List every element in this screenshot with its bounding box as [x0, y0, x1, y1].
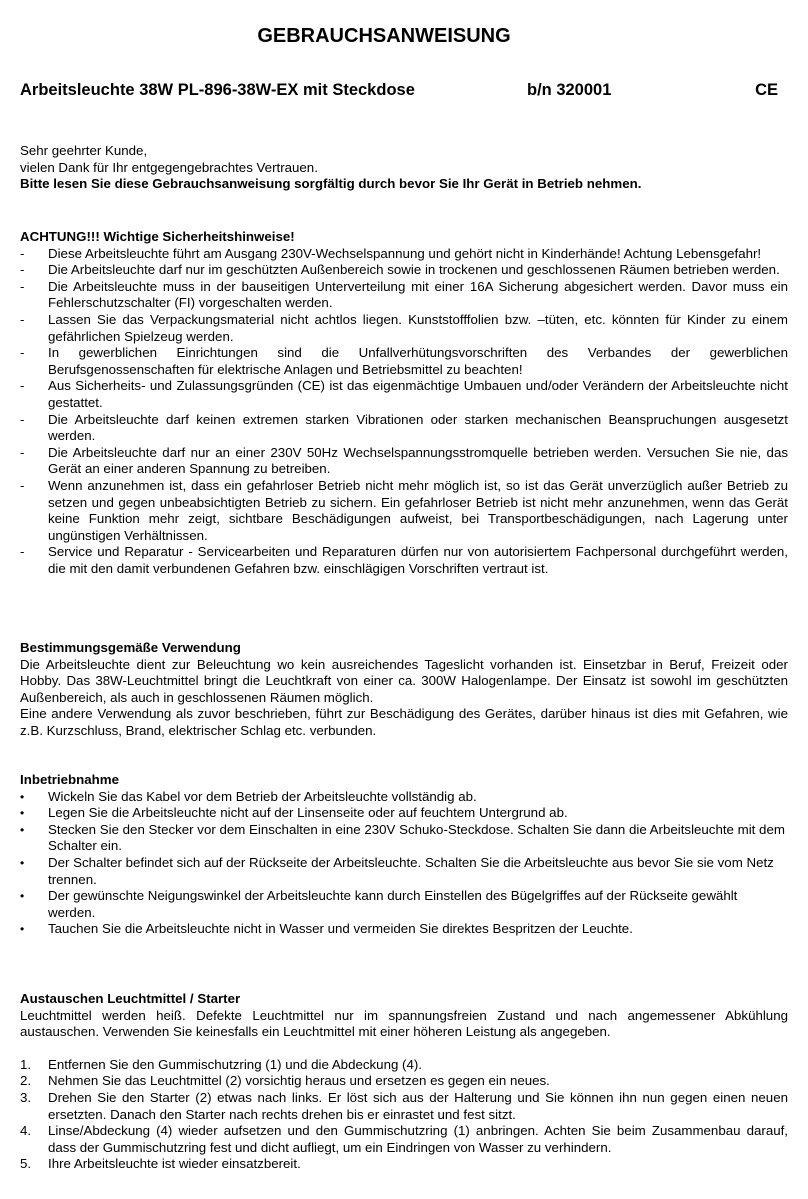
spacer [20, 1041, 788, 1057]
safety-item [20, 378, 788, 411]
startup-item-text: Tauchen Sie die Arbeitsleuchte nicht in Wasser und vermeiden Sie direktes Bespritzen der Leuchte. [48, 921, 633, 937]
document-title: GEBRAUCHSANWEISUNG [257, 25, 511, 47]
replace-heading: Austauschen Leuchtmittel / Starter [20, 991, 241, 1006]
dash-marker: - [20, 378, 25, 394]
bullet-icon: • [20, 806, 25, 821]
replace-step [20, 1156, 788, 1173]
startup-section [20, 772, 788, 938]
greeting-salutation: Sehr geehrter Kunde, [20, 143, 148, 158]
startup-item [20, 888, 788, 921]
step-text: Linse/Abdeckung (4) wieder aufsetzen und den Gummischutzring (1) anbringen. Achten Sie beim Zusammenbau darauf, dass der Gummischutzring fest und dicht aufliegt, um ein Eindringen von Wasser zu verhindern. [48, 1123, 788, 1155]
step-number: 4. [20, 1123, 32, 1139]
startup-item-text: Wickeln Sie das Kabel vor dem Betrieb der Arbeitsleuchte vollständig ab. [48, 788, 477, 804]
dash-marker: - [20, 477, 25, 493]
replace-step [20, 1073, 788, 1090]
safety-item-text: Die Arbeitsleuchte darf keinen extremen starken Vibrationen oder starken mechanischen Beanspruchungen ausgesetzt werden. [48, 411, 788, 444]
usage-warning-paragraph: Eine andere Verwendung als zuvor beschrieben, führt zur Beschädigung des Gerätes, darüber hinaus ist dies mit Gefahren, wie z.B. Kurzschluss, Brand, elektrischer Schlag etc. verbunden. [20, 706, 788, 738]
product-header [20, 80, 788, 102]
safety-item-text: Lassen Sie das Verpackungsmaterial nicht achtlos liegen. Kunststofffolien bzw. –tüten, etc. könnten für Kinder zu einem gefährlichen Spielzeug werden. [48, 311, 788, 344]
greeting-thanks: vielen Dank für Ihr entgegengebrachtes Vertrauen. [20, 159, 318, 175]
step-number: 2. [20, 1073, 32, 1089]
safety-item-text: Diese Arbeitsleuchte führt am Ausgang 230V-Wechselspannung und gehört nicht in Kinderhände! Achtung Lebensgefahr! [48, 245, 762, 261]
safety-list [20, 246, 788, 578]
dash-marker: - [20, 411, 25, 427]
bullet-icon: • [20, 922, 25, 937]
safety-item-text: Die Arbeitsleuchte darf nur im geschützten Außenbereich sowie in trockenen und geschlossenen Räumen betrieben werden. [48, 262, 780, 278]
safety-item [20, 262, 788, 279]
replace-steps [20, 1057, 788, 1173]
step-text: Ihre Arbeitsleuchte ist wieder einsatzbereit. [48, 1156, 301, 1172]
step-text: Entfernen Sie den Gummischutzring (1) und die Abdeckung (4). [48, 1056, 422, 1072]
usage-paragraph: Die Arbeitsleuchte dient zur Beleuchtung wo kein ausreichendes Tageslicht vorhanden ist. Einsetzbar in Beruf, Freizeit oder Hobby. Das 38W-Leuchtmittel bringt die Leuchtkraft von einer ca. 300W Halogenlampe. Der Einsatz ist sowohl im geschützten Außenbereich, als auch in geschlossenen Räumen möglich. [20, 656, 788, 705]
safety-item [20, 478, 788, 544]
replace-step [20, 1090, 788, 1123]
bullet-icon: • [20, 789, 25, 804]
product-name: Arbeitsleuchte 38W PL-896-38W-EX mit Steckdose [20, 81, 415, 99]
safety-item [20, 445, 788, 478]
step-number: 1. [20, 1056, 32, 1072]
startup-heading: Inbetriebnahme [20, 772, 120, 787]
dash-marker: - [20, 444, 25, 460]
startup-list [20, 789, 788, 938]
dash-marker: - [20, 245, 25, 261]
dash-marker: - [20, 544, 25, 560]
safety-section [20, 229, 788, 577]
startup-item-text: Stecken Sie den Stecker vor dem Einschalten in eine 230V Schuko-Steckdose. Schalten Sie dann die Arbeitsleuchte mit dem Schalter ein. [48, 821, 785, 854]
step-text: Drehen Sie den Starter (2) etwas nach links. Er löst sich aus der Halterung und Sie können ihn nun gegen einen neuen ersetzten. Danach den Starter nach rechts drehen bis er einrastet und fest sitzt. [48, 1089, 788, 1122]
safety-item-text: Die Arbeitsleuchte muss in der bauseitigen Unterverteilung mit einer 16A Sicherung abgesichert werden. Davor muss ein Fehlerschutzschalter (FI) vorgeschalten werden. [48, 278, 788, 311]
greeting-instruction: Bitte lesen Sie diese Gebrauchsanweisung sorgfältig durch bevor Sie Ihr Gerät in Betrieb nehmen. [20, 176, 642, 192]
usage-section [20, 640, 788, 740]
startup-item-text: Der Schalter befindet sich auf der Rückseite der Arbeitsleuchte. Schalten Sie die Arbeitsleuchte aus bevor Sie sie vom Netz trennen. [48, 854, 774, 887]
step-text: Nehmen Sie das Leuchtmittel (2) vorsichtig heraus und ersetzen es gegen ein neues. [48, 1073, 550, 1089]
bullet-icon: • [20, 855, 25, 870]
safety-item-text: Aus Sicherheits- und Zulassungsgründen (CE) ist das eigenmächtige Umbauen und/oder Verändern der Arbeitsleuchte nicht gestattet. [48, 378, 788, 410]
dash-marker: - [20, 345, 25, 361]
bullet-icon: • [20, 822, 25, 837]
startup-item [20, 822, 788, 855]
startup-item [20, 855, 788, 888]
usage-heading: Bestimmungsgemäße Verwendung [20, 640, 241, 655]
safety-heading: ACHTUNG!!! Wichtige Sicherheitshinweise! [20, 229, 295, 244]
replace-step [20, 1057, 788, 1074]
startup-item-text: Legen Sie die Arbeitsleuchte nicht auf der Linsenseite oder auf feuchtem Untergrund ab. [48, 805, 568, 821]
startup-item [20, 805, 788, 822]
startup-item-text: Der gewünschte Neigungswinkel der Arbeitsleuchte kann durch Einstellen des Bügelgriffes auf der Rückseite gewählt werden. [48, 888, 738, 920]
dash-marker: - [20, 311, 25, 327]
safety-item [20, 279, 788, 312]
dash-marker: - [20, 262, 25, 278]
safety-item-text: Die Arbeitsleuchte darf nur an einer 230V 50Hz Wechselspannungsstromquelle betrieben werden. Versuchen Sie nie, das Gerät an einer anderen Spannung zu betreiben. [48, 444, 788, 477]
safety-item [20, 345, 788, 378]
safety-item [20, 544, 788, 577]
startup-item [20, 921, 788, 938]
safety-item [20, 246, 788, 263]
bullet-icon: • [20, 889, 25, 904]
replace-intro: Leuchtmittel werden heiß. Defekte Leuchtmittel nur im spannungsfreien Zustand und nach angemessener Abkühlung austauschen. Verwenden Sie keinesfalls ein Leuchtmittel mit einer höheren Leistung als angegeben. [20, 1007, 788, 1040]
dash-marker: - [20, 278, 25, 294]
safety-item-text: Wenn anzunehmen ist, dass ein gefahrloser Betrieb nicht mehr möglich ist, so ist das Gerät unverzüglich außer Betrieb zu setzen und gegen unbeabsichtigten Betrieb zu sichern. Ein gefahrloser Betrieb ist nicht mehr anzunehmen, wenn das Gerät keine Funktion mehr zeigt, sichtbare Beschädigungen aufweist, bei Transportbeschädigungen, nach Lagerung unter ungünstigen Verhältnissen. [48, 477, 788, 543]
step-number: 3. [20, 1089, 32, 1105]
replace-section [20, 991, 788, 1173]
ce-mark: CE [755, 81, 778, 99]
safety-item-text: Service und Reparatur - Servicearbeiten und Reparaturen dürfen nur von autorisiertem Fachpersonal durchgeführt werden, die mit den damit verbundenen Gefahren bzw. einschlägigen Vorschriften vertraut ist. [48, 544, 788, 576]
safety-item-text: In gewerblichen Einrichtungen sind die Unfallverhütungsvorschriften des Verbandes der gewerblichen Berufsgenossenschaften für elektrische Anlagen und Betriebsmittel zu beachten! [48, 345, 788, 377]
greeting [20, 143, 788, 193]
product-bn: b/n 320001 [527, 81, 612, 99]
replace-step [20, 1123, 788, 1156]
safety-item [20, 412, 788, 445]
startup-item [20, 789, 788, 806]
safety-item [20, 312, 788, 345]
step-number: 5. [20, 1156, 32, 1172]
